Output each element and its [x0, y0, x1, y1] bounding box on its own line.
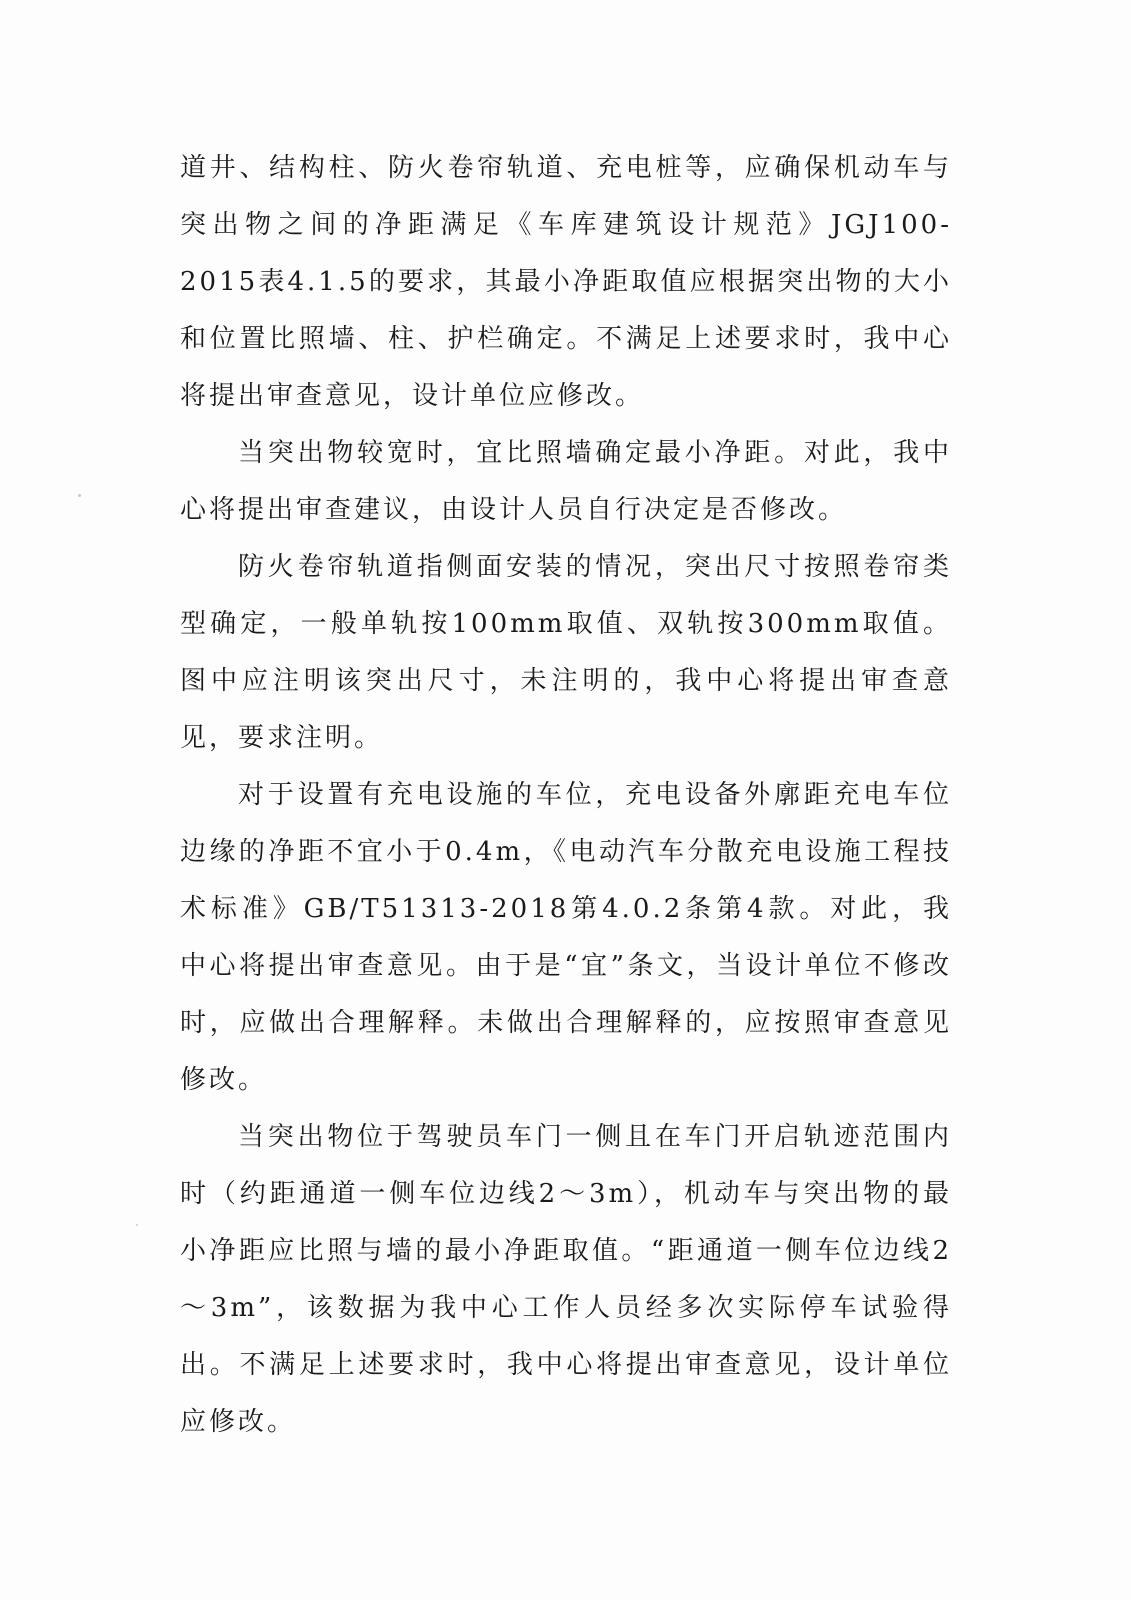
paragraph-4: 对于设置有充电设施的车位，充电设备外廓距充电车位边缘的净距不宜小于0.4m，《电动汽车分散充电设施工程技术标准》GB/T51313-2018第4.0.2条第4款。对此，我中心将提出审查意见。由于是“宜”条文，当设计单位不修改时，应做出合理解释。未做出合理解释的，应按照审查意见修改。: [180, 780, 952, 1095]
scan-speck: [136, 1224, 138, 1226]
paragraph-5: 当突出物位于驾驶员车门一侧且在车门开启轨迹范围内时（约距通道一侧车位边线2～3m），机动车与突出物的最小净距应比照与墙的最小净距取值。“距通道一侧车位边线2～3m”，该数据为我中心工作人员经多次实际停车试验得出。不满足上述要求时，我中心将提出审查意见，设计单位应修改。: [180, 1122, 952, 1437]
scan-speck: [78, 494, 81, 497]
paragraph-1: 道井、结构柱、防火卷帘轨道、充电桩等，应确保机动车与突出物之间的净距满足《车库建筑设计规范》JGJ100-2015表4.1.5的要求，其最小净距取值应根据突出物的大小和位置比照墙、柱、护栏确定。不满足上述要求时，我中心将提出审查意见，设计单位应修改。: [180, 153, 952, 411]
paragraph-3: 防火卷帘轨道指侧面安装的情况，突出尺寸按照卷帘类型确定，一般单轨按100mm取值、双轨按300mm取值。图中应注明该突出尺寸，未注明的，我中心将提出审查意见，要求注明。: [180, 552, 952, 753]
document-body: [180, 140, 952, 1451]
paragraph-2: 当突出物较宽时，宜比照墙确定最小净距。对此，我中心将提出审查建议，由设计人员自行决定是否修改。: [180, 438, 952, 525]
